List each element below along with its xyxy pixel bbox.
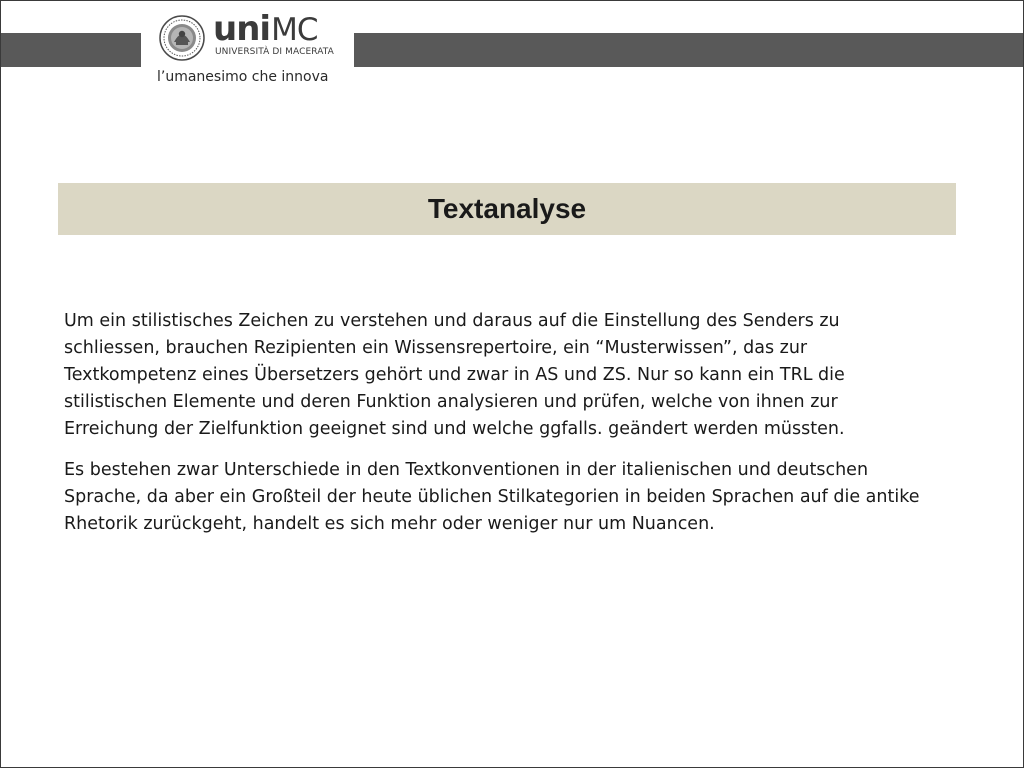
university-logo xyxy=(141,1,354,91)
title-band xyxy=(58,183,956,235)
header-bar-left xyxy=(1,33,141,67)
slide-title: Textanalyse xyxy=(427,193,587,224)
paragraph: Um ein stilistisches Zeichen zu verstehen und daraus auf die Einstellung des Senders zu schliessen, brauchen Rezipienten ein Wissensrepertoire, ein “Musterwissen”, das zur Textkompetenz eines Übersetzers gehört und zwar in AS und ZS. Nur so kann ein TRL die stilistischen Elemente und deren Funktion analysieren und prüfen, welche von ihnen zur Erreichung der Zielfunktion geeignet sind und welche ggfalls. geändert werden müssten. xyxy=(64,311,845,439)
tagline: l’umanesimo che innova xyxy=(157,69,329,85)
brand-mc-text: MC xyxy=(271,12,318,48)
header-bar-right xyxy=(354,33,1023,67)
university-name: UNIVERSITÀ DI MACERATA xyxy=(215,47,334,57)
university-seal-icon xyxy=(159,15,205,61)
body-text xyxy=(64,308,934,552)
paragraph: Es bestehen zwar Unterschiede in den Textkonventionen in der italienischen und deutschen Sprache, da aber ein Großteil der heute üblichen Stilkategorien in beiden Sprachen auf die antike Rhetorik zurückgeht, handelt es sich mehr oder weniger nur um Nuancen. xyxy=(64,460,920,534)
brand-uni-text: uni xyxy=(213,9,271,49)
brand-wordmark xyxy=(213,9,318,49)
